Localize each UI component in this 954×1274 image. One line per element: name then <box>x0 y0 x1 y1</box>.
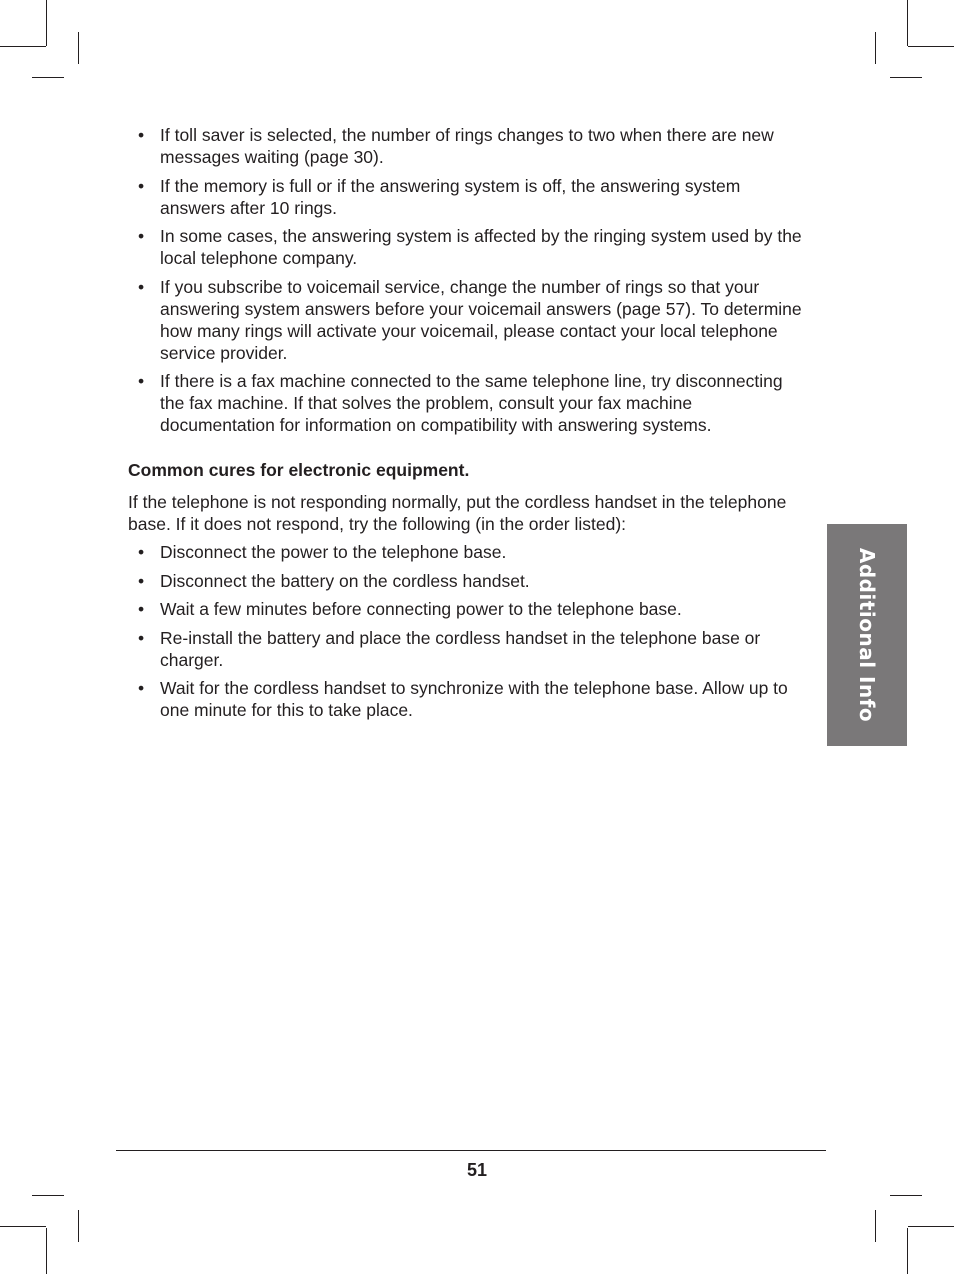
crop-mark <box>907 1228 908 1274</box>
crop-mark <box>32 77 64 78</box>
crop-mark <box>46 0 47 46</box>
crop-mark <box>875 1210 876 1242</box>
crop-mark <box>890 77 922 78</box>
section-heading: Common cures for electronic equipment. <box>128 460 470 480</box>
section-side-tab <box>827 524 907 746</box>
step-item: • Disconnect the battery on the cordless handset. <box>128 570 808 592</box>
crop-mark <box>0 1226 46 1227</box>
step-item: • Wait for the cordless handset to synchronize with the telephone base. Allow up to one minute for this to take place. <box>128 677 808 721</box>
crop-mark <box>46 1228 47 1274</box>
crop-mark <box>32 1195 64 1196</box>
crop-mark <box>78 1210 79 1242</box>
troubleshooting-bullet-list <box>128 124 808 436</box>
step-item: • Re-install the battery and place the cordless handset in the telephone base or charger. <box>128 627 808 671</box>
crop-mark <box>908 46 954 47</box>
crop-mark <box>890 1195 922 1196</box>
crop-mark <box>908 1226 954 1227</box>
bullet-item: • If the memory is full or if the answering system is off, the answering system answers after 10 rings. <box>128 175 808 219</box>
crop-mark <box>875 32 876 64</box>
bullet-item: • In some cases, the answering system is affected by the ringing system used by the local telephone company. <box>128 225 808 269</box>
crop-mark <box>907 0 908 46</box>
bullet-item: • If there is a fax machine connected to the same telephone line, try disconnecting the fax machine. If that solves the problem, consult your fax machine documentation for information on compatibility with answering systems. <box>128 370 808 436</box>
side-tab-label: Additional Info <box>855 547 879 723</box>
bullet-item: • If you subscribe to voicemail service, change the number of rings so that your answering system answers before your voicemail answers (page 57). To determine how many rings will activate your voicemail, please contact your local telephone service provider. <box>128 276 808 364</box>
bullet-item: • If toll saver is selected, the number of rings changes to two when there are new messages waiting (page 30). <box>128 124 808 168</box>
crop-mark <box>78 32 79 64</box>
footer-rule <box>116 1150 826 1151</box>
step-item: • Disconnect the power to the telephone base. <box>128 541 808 563</box>
crop-mark <box>0 46 46 47</box>
step-item: • Wait a few minutes before connecting power to the telephone base. <box>128 598 808 620</box>
section-intro: If the telephone is not responding normally, put the cordless handset in the telephone base. If it does not respond, try the following (in the order listed): <box>128 492 787 534</box>
page-content <box>128 124 808 728</box>
page-number: 51 <box>466 1160 488 1180</box>
steps-bullet-list <box>128 541 808 721</box>
